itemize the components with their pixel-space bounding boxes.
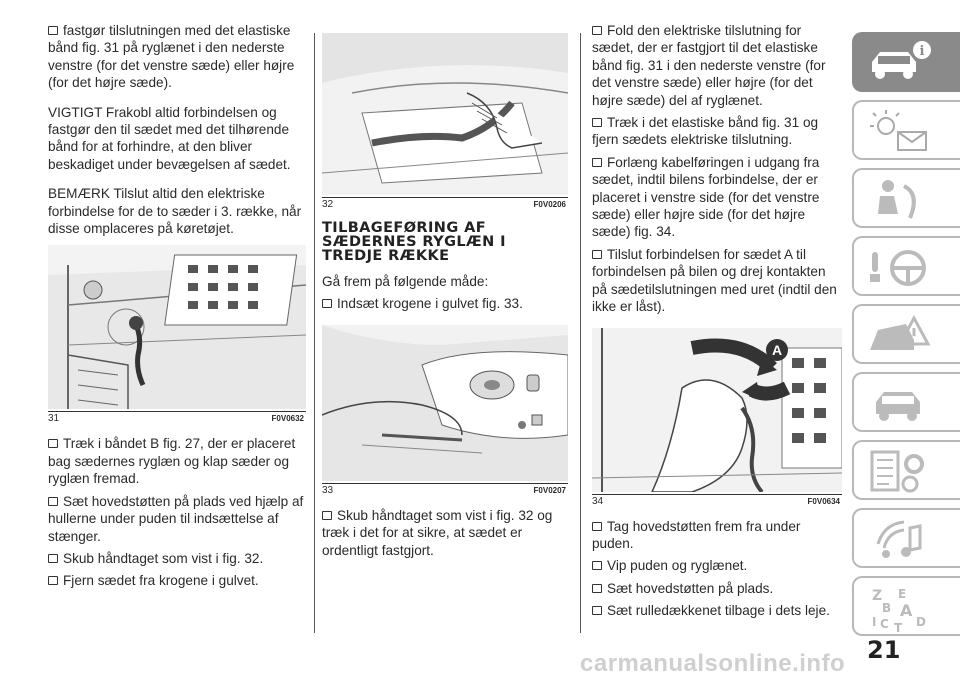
page-number: 21: [867, 636, 901, 664]
tab-warning-lights[interactable]: [852, 100, 960, 160]
figure-31: [48, 245, 306, 425]
checkbox-bullet-icon: [322, 511, 332, 520]
svg-text:i: i: [919, 44, 925, 59]
column-1: [48, 22, 306, 595]
figure-34: [592, 328, 842, 508]
list-item: Tilslut forbindelsen for sædet A til forbindelsen på bilen og drej kontakten på sædetilslutningen med uret (indtil den ikke er låst).: [592, 246, 837, 315]
svg-text:Z: Z: [872, 588, 883, 604]
figure-32: [322, 33, 568, 211]
tab-technical-data[interactable]: [852, 440, 960, 500]
checkbox-bullet-icon: [48, 554, 58, 563]
list-item: Fjern sædet fra krogene i gulvet.: [48, 572, 306, 589]
list-item: [48, 22, 306, 92]
tab-multimedia[interactable]: [852, 508, 960, 568]
column-divider: [314, 33, 315, 633]
list-item: Træk i båndet B fig. 27, der er placeret bag sædernes ryglæn og klap sæder og ryglæn fremad.: [48, 436, 296, 487]
multimedia-icon: [864, 514, 934, 566]
column-2: [322, 33, 568, 564]
note-vigtigt: VIGTIGT Frakobl altid forbindelsen og fastgør den til sædet med det tilhørende bånd for at forhindre, at den bliver beskadiget under bevægelsen af sædet.: [48, 104, 291, 172]
checkbox-bullet-icon: [592, 522, 602, 531]
checkbox-bullet-icon: [48, 576, 58, 585]
list-item: Indsæt krogene i gulvet fig. 33.: [322, 295, 568, 312]
list-item: Sæt rulledækkenet tilbage i dets leje.: [592, 602, 842, 619]
figure-33-image: [322, 325, 568, 481]
chapter-tabs: [852, 32, 960, 644]
svg-text:T: T: [894, 621, 903, 634]
technical-data-icon: [864, 446, 934, 498]
safety-airbag-icon: [864, 174, 934, 226]
figure-code: F0V0206: [533, 200, 566, 209]
maintenance-icon: [864, 378, 934, 430]
tab-starting-driving[interactable]: [852, 236, 960, 296]
list-item: Vip puden og ryglænet.: [592, 557, 842, 574]
figure-31-image: [48, 245, 306, 409]
svg-text:D: D: [916, 615, 926, 629]
column-divider: [580, 33, 581, 633]
checkbox-bullet-icon: [592, 158, 602, 167]
figure-code: F0V0634: [807, 496, 840, 506]
figure-32-image: [322, 33, 568, 195]
svg-text:B: B: [882, 601, 892, 615]
checkbox-bullet-icon: [48, 26, 58, 35]
checkbox-bullet-icon: [48, 497, 58, 506]
figure-number: 31: [48, 413, 60, 425]
figure-number: 33: [322, 484, 334, 496]
bullet-text: fastgør tilslutningen med det elastiske bånd fig. 31 på ryglænet i den nederste venstre (for det venstre sæde) eller højre (for det højre sæde).: [48, 23, 295, 91]
figure-label-a: A: [771, 341, 783, 358]
svg-text:I: I: [872, 615, 877, 629]
tab-car-info[interactable]: [852, 32, 960, 92]
svg-text:A: A: [900, 601, 913, 620]
checkbox-bullet-icon: [592, 606, 602, 615]
steering-start-icon: [864, 242, 934, 294]
checkbox-bullet-icon: [592, 584, 602, 593]
checkbox-bullet-icon: [592, 250, 602, 259]
warning-lights-icon: [864, 106, 934, 158]
svg-text:E: E: [898, 587, 907, 601]
tab-index[interactable]: [852, 576, 960, 636]
figure-33: [322, 325, 568, 497]
list-item: Sæt hovedstøtten på plads.: [592, 580, 842, 597]
column-3: [592, 22, 842, 625]
tab-maintenance[interactable]: [852, 372, 960, 432]
list-item: Fold den elektriske tilslutning for sædet, der er fastgjort til det elastiske bånd fig. 31 i den nederste venstre (for det venstre sæde) eller højre (for det højre sæde) del af ryglænet.: [592, 23, 826, 108]
checkbox-bullet-icon: [322, 299, 332, 308]
figure-code: F0V0632: [271, 414, 304, 424]
tab-safety[interactable]: [852, 168, 960, 228]
list-item: Skub håndtaget som vist i fig. 32 og træk i det for at sikre, at sædet er ordentligt fastgjort.: [322, 507, 553, 558]
svg-text:C: C: [880, 617, 889, 631]
car-info-icon: [864, 38, 934, 90]
figure-number: 32: [322, 199, 334, 210]
figure-34-image: [592, 328, 842, 492]
figure-number: 34: [592, 495, 604, 507]
list-item: Tag hovedstøtten frem fra under puden.: [592, 518, 801, 551]
figure-code: F0V0207: [533, 485, 566, 495]
index-icon: [864, 582, 934, 634]
watermark: carmanualsonline.info: [580, 650, 846, 677]
list-item: Sæt hovedstøtten på plads ved hjælp af hullerne under puden til indsættelse af stænger.: [48, 493, 304, 544]
checkbox-bullet-icon: [592, 26, 602, 35]
checkbox-bullet-icon: [592, 118, 602, 127]
section-heading: TILBAGEFØRING AF SÆDERNES RYGLÆN I TREDJE RÆKKE: [322, 220, 506, 264]
list-item: Forlæng kabelføringen i udgang fra sædet, indtil bilens forbindelse, der er placeret i venstre side (for det venstre sæde) eller højre side (for det højre sæde) fig. 34.: [592, 154, 820, 240]
list-item: Træk i det elastiske bånd fig. 31 og fjern sædets elektriske tilslutning.: [592, 115, 819, 148]
tab-emergency[interactable]: [852, 304, 960, 364]
list-item: Skub håndtaget som vist i fig. 32.: [48, 550, 306, 567]
emergency-icon: [864, 310, 934, 362]
intro-text: Gå frem på følgende måde:: [322, 274, 489, 289]
checkbox-bullet-icon: [48, 439, 58, 448]
checkbox-bullet-icon: [592, 561, 602, 570]
note-bemaerk: BEMÆRK Tilslut altid den elektriske forbindelse for de to sæder i 3. række, når disse omplaceres på køretøjet.: [48, 186, 302, 237]
